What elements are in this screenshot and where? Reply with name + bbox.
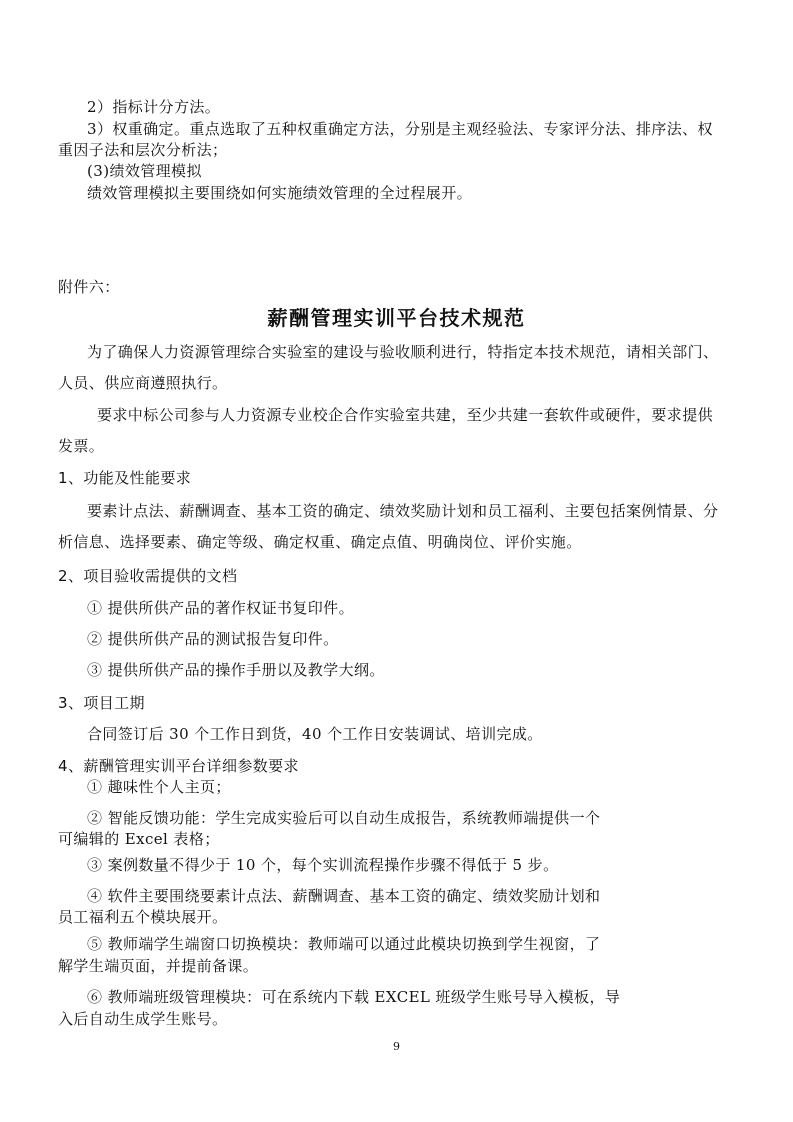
- list-item: ② 智能反馈功能：学生完成实验后可以自动生成报告，系统教师端提供一个: [87, 809, 601, 827]
- text-line: 析信息、选择要素、确定等级、确定权重、确定点值、明确岗位、评价实施。: [58, 533, 582, 551]
- page-title: 薪酬管理实训平台技术规范: [267, 306, 526, 330]
- text-line: (3)绩效管理模拟: [87, 162, 202, 180]
- text-line: 绩效管理模拟主要围绕如何实施绩效管理的全过程展开。: [87, 184, 473, 202]
- section-heading: 2、项目验收需提供的文档: [58, 567, 238, 585]
- text-line: 3）权重确定。重点选取了五种权重确定方法，分别是主观经验法、专家评分法、排序法、权: [87, 120, 713, 138]
- text-line: 发票。: [58, 437, 105, 455]
- section-heading: 4、薪酬管理实训平台详细参数要求: [58, 757, 299, 775]
- text-line: 合同签订后 30 个工作日到货，40 个工作日安装调试、培训完成。: [87, 725, 543, 743]
- list-item: ⑥ 教师端班级管理模块：可在系统内下载 EXCEL 班级学生账号导入模板，导: [87, 988, 621, 1006]
- text-line: 2）指标计分方法。: [87, 98, 221, 116]
- list-item: ① 提供所供产品的著作权证书复印件。: [87, 599, 354, 617]
- section-heading: 3、项目工期: [58, 694, 145, 712]
- page-number: 9: [393, 1040, 400, 1053]
- text-line: 要求中标公司参与人力资源专业校企合作实验室共建，至少共建一套软件或硬件，要求提供: [97, 406, 714, 424]
- text-line: 为了确保人力资源管理综合实验室的建设与验收顺利进行，特指定本技术规范，请相关部门、: [87, 343, 719, 361]
- list-item: ③ 案例数量不得少于 10 个，每个实训流程操作步骤不得低于 5 步。: [87, 856, 559, 874]
- list-item: 可编辑的 Excel 表格；: [58, 830, 220, 848]
- list-item: ① 趣味性个人主页；: [87, 778, 231, 796]
- list-item: 员工福利五个模块展开。: [58, 908, 228, 926]
- list-item: ③ 提供所供产品的操作手册以及教学大纲。: [87, 661, 385, 679]
- text-line: 人员、供应商遵照执行。: [58, 374, 228, 392]
- list-item: ② 提供所供产品的测试报告复印件。: [87, 630, 339, 648]
- text-line: 重因子法和层次分析法；: [58, 141, 228, 159]
- list-item: ④ 软件主要围绕要素计点法、薪酬调查、基本工资的确定、绩效奖励计划和: [87, 887, 601, 905]
- annex-label: 附件六：: [58, 278, 120, 296]
- list-item: 解学生端页面，并提前备课。: [58, 957, 259, 975]
- list-item: ⑤ 教师端学生端窗口切换模块：教师端可以通过此模块切换到学生视窗，了: [87, 935, 601, 953]
- section-heading: 1、功能及性能要求: [58, 469, 192, 487]
- list-item: 入后自动生成学生账号。: [58, 1010, 228, 1028]
- text-line: 要素计点法、薪酬调查、基本工资的确定、绩效奖励计划和员工福利、主要包括案例情景、分: [87, 502, 719, 520]
